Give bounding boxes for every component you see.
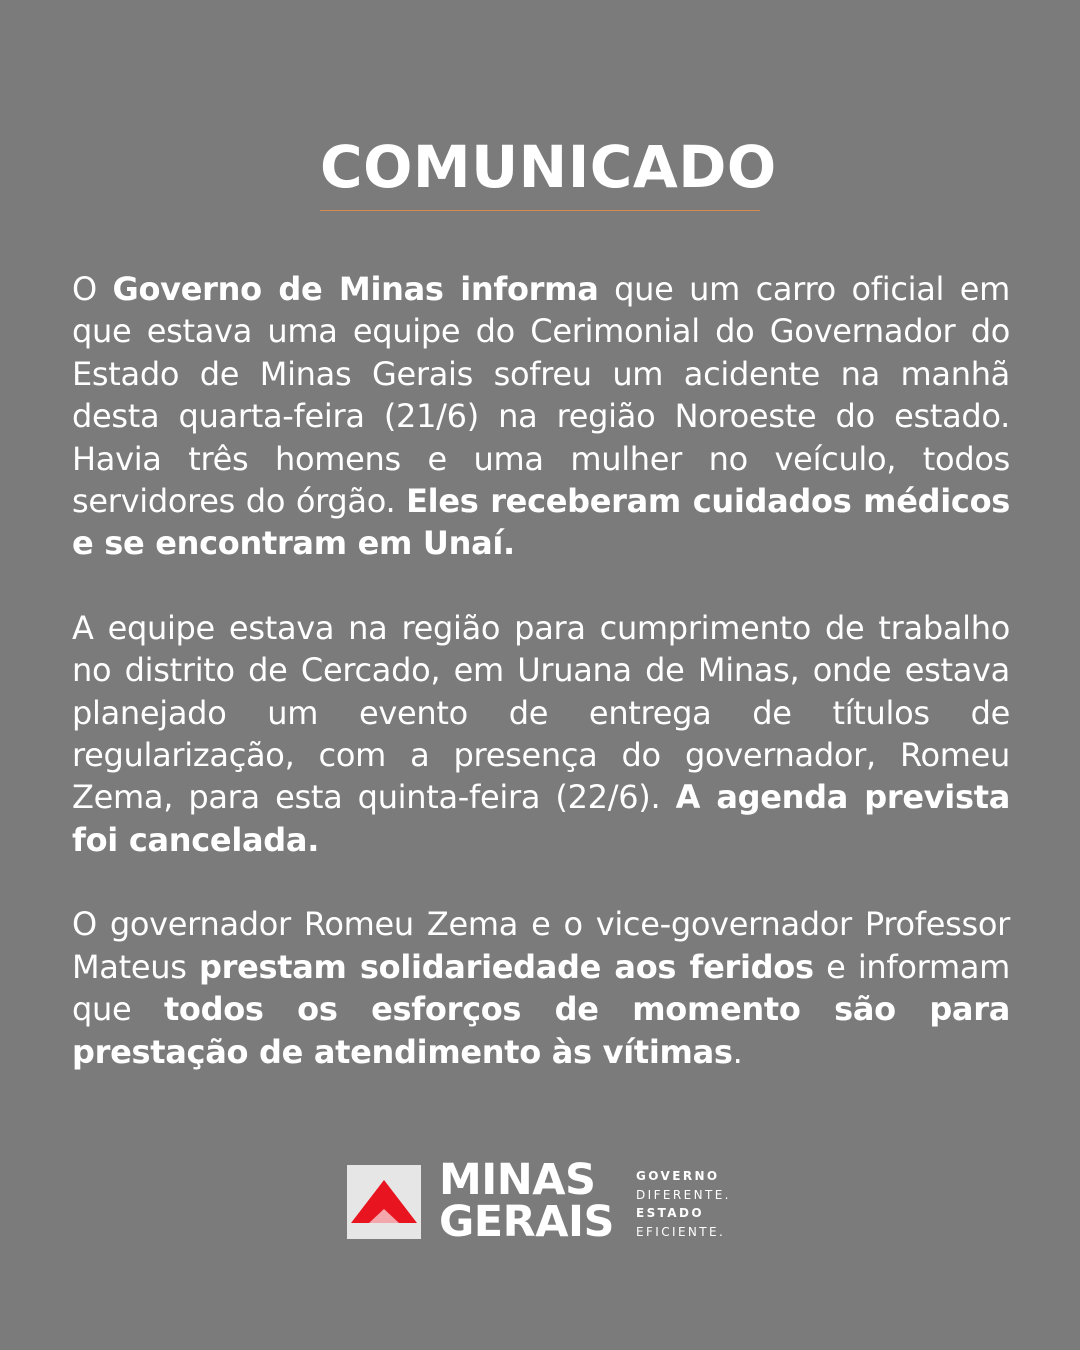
logo-line-minas: MINAS	[439, 1155, 596, 1205]
text-segment-bold: prestam solidariedade aos feridos	[199, 947, 814, 986]
text-segment: O	[72, 270, 113, 308]
text-segment: O governador Romeu Zema e o vice-governador Professor Mateus	[72, 905, 1010, 986]
slogan-line: GOVERNO	[636, 1169, 720, 1183]
triangle-logo-svg	[347, 1165, 421, 1239]
text-segment: e informam que	[72, 947, 1010, 1029]
text-segment-bold: A agenda prevista foi cancelada.	[72, 778, 1010, 859]
text-segment-bold: Governo de Minas informa	[112, 270, 599, 308]
page-title: COMUNICADO	[320, 130, 760, 211]
text-segment: A equipe estava na região para cumprimento de trabalho no distrito de Cercado, em Uruana de Minas, onde estava planejado um evento de entrega de títulos de regularização, com a presença do governador, Romeu Zema, para esta quinta-feira (22/6).	[72, 608, 1010, 817]
paragraph-2	[72, 607, 1010, 861]
logo-wordmark	[439, 1155, 615, 1247]
paragraph-1	[72, 268, 1010, 565]
minas-gerais-triangle-logo-icon	[347, 1165, 421, 1239]
paragraph-3	[72, 903, 1010, 1073]
text-segment: que um carro oficial em que estava uma equipe do Cerimonial do Governador do Estado de Minas Gerais sofreu um acidente na manhã desta quarta-feira (21/6) na região Noroeste do estado. Havia três homens e uma mulher no veículo, todos servidores do órgão.	[72, 270, 1010, 521]
slogan-line: ESTADO	[636, 1206, 704, 1220]
footer-logo	[347, 1155, 747, 1247]
slogan-line: DIFERENTE.	[636, 1187, 731, 1202]
header	[0, 130, 1080, 211]
text-segment: .	[732, 1032, 743, 1071]
announcement-body	[72, 268, 1010, 1115]
text-segment-bold: Eles receberam cuidados médicos e se encontram em Unaí.	[72, 482, 1011, 563]
slogan	[636, 1167, 731, 1241]
text-segment-bold: todos os esforços de momento são para prestação de atendimento às vítimas	[72, 990, 1010, 1071]
slogan-line: EFICIENTE.	[636, 1224, 726, 1239]
logo-line-gerais: GERAIS	[439, 1197, 615, 1247]
